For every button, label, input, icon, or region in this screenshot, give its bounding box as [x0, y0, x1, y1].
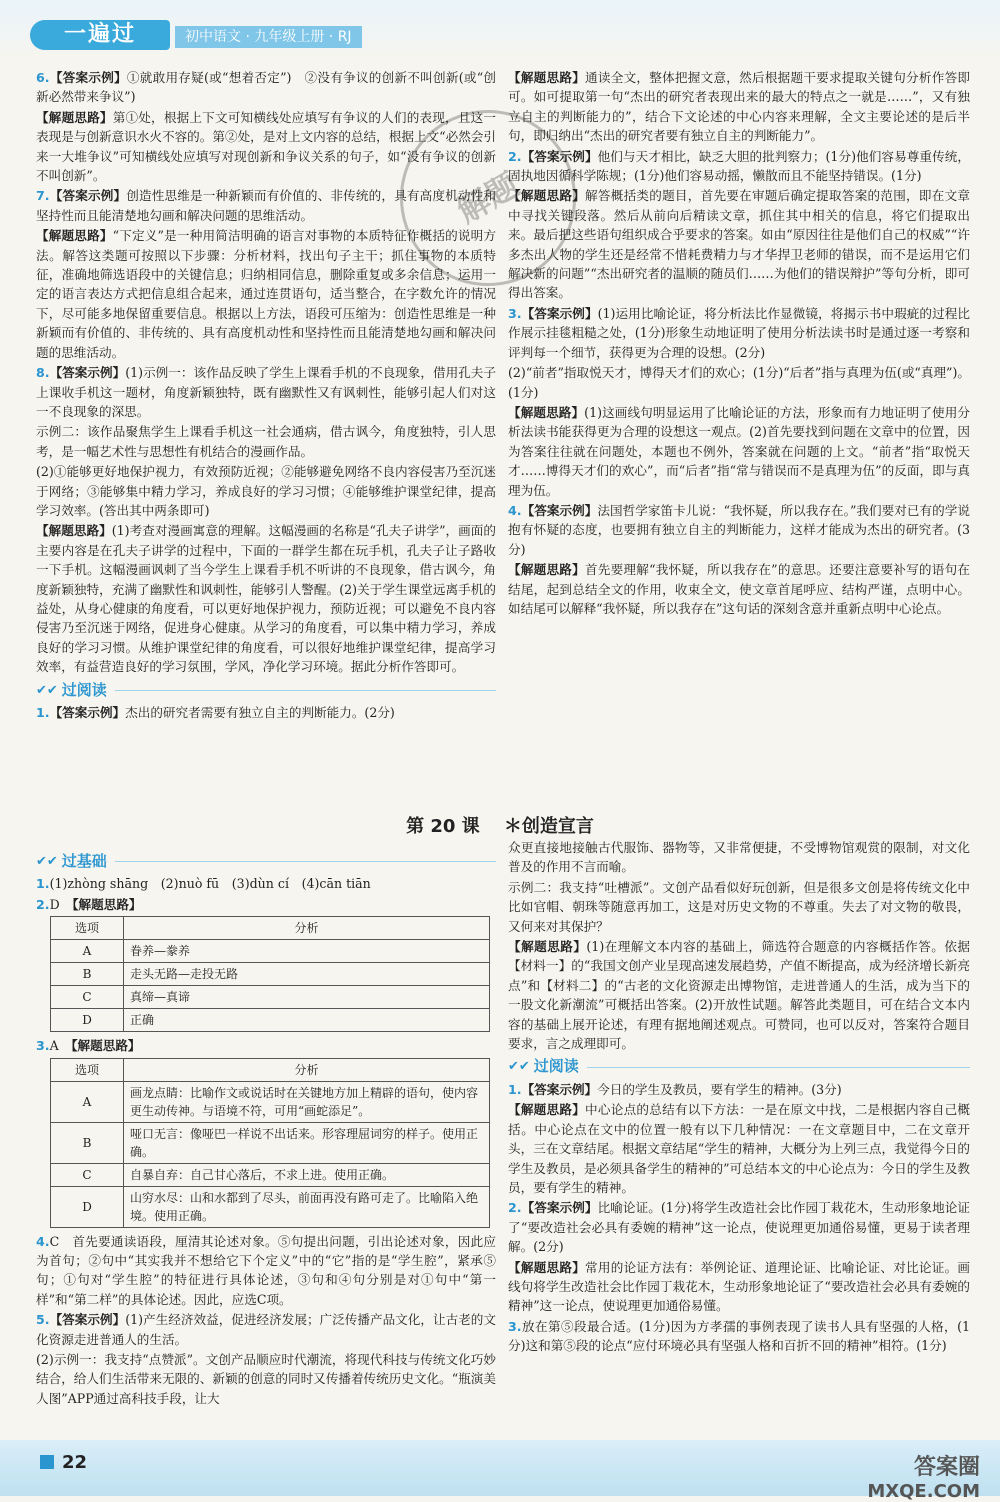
lesson-reading-q2: 2.【答案示例】比喻论证。(1分)将学生改造社会比作园丁栽花木，生动形象地论证了“要改造社会必具有委婉的精神”这一论点，使说理更加通俗易懂，更易于读者理解。(2分)	[508, 1200, 970, 1255]
section-rule	[115, 861, 496, 862]
brand-logo: 一遍过	[30, 20, 170, 50]
basics-q5-cont: 众更直接地接触古代服饰、器物等，又非常便捷，不受博物馆观赏的限制，对文化普及的作用不言而喻。	[508, 840, 970, 875]
basics-q5-ex2: 示例二：我支持“吐槽派”。文创产品看似好玩创新，但是很多文创是将传统文化中比如官帽、朝珠等随意再加工，这是对历史文物的不尊重。失去了对文物的敬畏，又何来对其保护？	[508, 879, 970, 934]
basics-q5-analysis: 【解题思路】(1)在理解文本内容的基础上，筛选符合题意的内容概括作答。依据【材料一】的“我国文创产业呈现高速发展趋势，产值不断提高，成为经济增长新亮点”和【材料二】的“古老的文化资源走出博物馆，走进普通人的生活，成为当下的一股文化新潮流”可概括出答案。(2)开放性试题。解答此类题目，可在结合文本内容的基础上展开论述，有理有据地阐述观点。可赞同，也可以反对，答案符合题目要求，言之成理即可。	[508, 939, 971, 1052]
reading-q3-answer: 3.【答案示例】(1)运用比喻论证，将分析法比作显微镜，将揭示书中瑕疵的过程比作展示挂毯粗糙之处，(1分)形象生动地证明了使用分析法读书时是通过逐一考察和评判每一个细节，获得更为合理的设想。(2分)	[508, 305, 970, 360]
q7-analysis: 【解题思路】“下定义”是一种用简洁明确的语言对事物的本质特征作概括的说明方法。解答这类题可按照以下步骤：分析材料，找出句子主干；抓住事物的本质特征，准确地筛选语段中的关键信息；归纳相同信息，删除重复或多余信息；运用一定的语言表达方式把信息组合起来，通过连贯语句，适当整合，在字数允许的情况下，尽可能多地保留重要信息。根据以上方法，语段可压缩为：创造性思维是一种新颖而有价值的、非传统的、具有高度机动性和坚持性而且能清楚地勾画和解决问题的思维活动。	[36, 228, 496, 360]
stamp-watermark: 解题	[368, 78, 608, 318]
basics-q2: 2.D 【解题思路】	[36, 896, 142, 912]
section-check-icon: ✔✔	[36, 682, 58, 698]
q8-answer-2: 示例二：该作品聚焦学生上课看手机这一社会通病，借古讽今，角度独特，引人思考，是一幅艺术性与思想性有机结合的漫画作品。	[36, 424, 496, 459]
page-marker	[40, 1455, 54, 1469]
reading-q3-analysis: 【解题思路】(1)这画线句明显运用了比喻论证的方法，形象而有力地证明了使用分析法读书能获得更为合理的设想这一观点。(2)首先要找到问题在文章中的位置，因为答案往往就在问题处，本题也不例外，答案就在问题的上文。“前者”指“取悦天才……博得天才们的欢心”，而“后者”指“常与错误而不是真理为伍”的反面，即与真理为伍。	[508, 404, 971, 498]
q8-analysis: 【解题思路】(1)考查对漫画寓意的理解。这幅漫画的名称是“孔夫子讲学”，画面的主要内容是在孔夫子讲学的过程中，下面的一群学生都在玩手机，孔夫子让子路收一下手机。这幅漫画讽刺了当今学生上课看手机不听讲的不良现象，借古讽今，角度新颖独特，充满了幽默性和讽刺性，能够引人警醒。(2)关于学生课堂远离手机的益处，从身心健康的角度看，可以更好地保护视力，预防近视；可以避免不良内容侵害乃至沉迷于网络，促进身心健康。从学习的角度看，可以集中精力学习，养成良好的学习习惯。从维护课堂纪律的角度看，可以很好地维护课堂纪律，提高学习效率，有益营造良好的学习氛围，学风，净化学习环境。据此分析作答即可。	[36, 523, 497, 675]
table-row: A 眷养—豢养	[51, 940, 490, 963]
section-check-icon: ✔✔	[508, 1059, 530, 1075]
lesson-reading-q1: 1.【答案示例】今日的学生及教员，要有学生的精神。(3分)	[508, 1081, 842, 1097]
lesson-reading-q3: 3.放在第⑤段最合适。(1分)因为方孝孺的事例表现了读书人具有坚强的人格，(1分)这和第⑤段的论点“应付环境必具有坚强人格和百折不回的精神”相符。(1分)	[508, 1318, 970, 1354]
page-footer	[0, 1440, 1000, 1496]
table-row: B 走头无路—走投无路	[51, 963, 490, 986]
q6-analysis: 【解题思路】第①处，根据上下文可知横线处应填写有争议的人们的表现，且这一表现是与创新意识水火不容的。第②处，是对上文内容的总结，根据上文“必然会引来一大堆争议”可知横线处应填写对现创新和争议关系的句子，如“没有争议的创新不叫创新”。	[36, 109, 497, 184]
table-header: 选项 分析	[51, 917, 490, 940]
section-rule	[587, 1067, 970, 1068]
basics-q3: 3.A 【解题思路】	[36, 1038, 141, 1054]
section-check-icon: ✔✔	[36, 854, 58, 869]
page-number: 22	[62, 1452, 88, 1473]
reading-q2-answer: 2.【答案示例】他们与天才相比，缺乏大胆的批判察力；(1分)他们容易尊重传统，固执地因循科学陈规；(1分)他们容易动摇，懒散而且不能坚持错误。(1分)	[508, 148, 970, 184]
table-row: A 画龙点睛：比喻作文或说话时在关键地方加上精辟的语句，使内容更生动传神。与语境不符，可用“画蛇添足”。	[51, 1081, 490, 1122]
section-rule	[115, 690, 496, 691]
table-row: B 哑口无言：像哑巴一样说不出话来。形容理屈词穷的样子。使用正确。	[51, 1122, 490, 1163]
table-row: C 真缔—真谛	[51, 986, 490, 1009]
page-header	[0, 0, 1000, 62]
reading-q4-answer: 4.【答案示例】法国哲学家笛卡儿说：“我怀疑，所以我存在。”我们要对已有的学说抱有怀疑的态度，也要拥有独立自主的判断能力，这样才能成为杰出的研究者。(3分)	[508, 502, 971, 557]
left-column	[36, 68, 496, 723]
reading-q1-analysis: 【解题思路】通读全文，整体把握文意，然后根据题干要求提取关键句分析作答即可。如可提取第一句“杰出的研究者表现出来的最大的特点之一就是……”，又有独立自主的判断能力的”，结合下文论述的中心内容来理解，全文主要论述的是后半句，即归纳出“杰出的研究者要有独立自主的判断能力”。	[508, 70, 971, 144]
basics-section-head: ✔✔ 过基础	[36, 852, 496, 871]
lesson-right-column	[508, 838, 970, 1357]
reading-q2-analysis: 【解题思路】解答概括类的题目，首先要在审题后确定提取答案的范围，即在文章中寻找关键段落。然后从前向后精读文章，抓住其中相关的信息，将它们提取出来。最后把这些语句组织成合乎要求的答案。如由“原因往往是他们自己的权威”“许多杰出人物的学生还是经常不惜耗费精力与才华捍卫老师的错误，而不是运用它们解决新的问题”“杰出研究者的温顺的随员们……为他们的错误辩护”等句分析，即可得出答案。	[508, 188, 971, 301]
table-row: C 自暴自弃：自己甘心落后，不求上进。使用正确。	[51, 1163, 490, 1186]
table-row: D 山穷水尽：山和水都到了尽头，前面再没有路可走了。比喻陷入绝境。使用正确。	[51, 1186, 490, 1227]
right-column	[508, 68, 970, 619]
reading-q1-answer: 1.【答案示例】杰出的研究者需要有独立自主的判断能力。(2分)	[36, 705, 395, 720]
reading-q3-answer-2: (2)“前者”指取悦天才，博得天才们的欢心；(1分)“后者”指与真理为伍(或“真理”)。(1分)	[508, 365, 970, 400]
q8-answer: 8.【答案示例】(1)示例一：该作品反映了学生上课看手机的不良现象，借用孔夫子上课收手机这一题材，角度新颖独特，既有幽默性又有讽刺性，能够引起人们对这一不良现象的深思。	[36, 365, 497, 419]
lesson-left-column	[36, 848, 496, 1409]
reading-section-head: ✔✔ 过阅读	[36, 681, 496, 700]
reading-q4-analysis: 【解题思路】首先要理解“我怀疑，所以我存在”的意思。还要注意要补写的语句在结尾，起到总结全文的作用，收束全文，使文章首尾呼应、结构严谨，点明中心。如结尾可以解释“我怀疑，所以我存在”这句话的深刻含意并重新点明中心论点。	[508, 562, 970, 616]
lesson-title: 第 20 课 ＊创造宣言	[406, 816, 594, 837]
subject-label: 初中语文 · 九年级上册 · RJ	[175, 26, 362, 48]
site-watermark: 答案圈 MXQE.COM	[867, 1455, 980, 1502]
table-header: 选项 分析	[51, 1058, 490, 1081]
lesson-reading-section-head: ✔✔ 过阅读	[508, 1057, 970, 1076]
q6-answer: 6.【答案示例】①就敢用存疑(或“想着否定”) ②没有争议的创新不叫创新(或“创新必然带来争议”)	[36, 70, 496, 105]
lesson-reading-q2-analysis: 【解题思路】常用的论证方法有：举例论证、道理论证、比喻论证、对比论证。画线句将学生改造社会比作园丁栽花木，生动形象地论证了“要改造社会必具有委婉的精神”这一论点，使说理更加通俗易懂。	[508, 1259, 971, 1314]
lesson-reading-q1-analysis: 【解题思路】中心论点的总结有以下方法：一是在原文中找，二是根据内容自己概括。中心论点在文中的位置一般有以下几种情况：一在文章题目中，二在文章开头，三在文章结尾。根据文章结尾“学生的精神，大概分为上列三点，我觉得今日的学生及教员，是必须具备学生的精神的”可总结本文的中心论点为：今日的学生及教员，要有学生的精神。	[508, 1102, 971, 1195]
basics-q1: 1.(1)zhòng shāng (2)nuò fū (3)dùn cí (4)cān tiān	[36, 876, 371, 892]
basics-q5-2: (2)示例一：我支持“点赞派”。文创产品顺应时代潮流，将现代科技与传统文化巧妙结合，给人们生活带来无限的、新颖的创意的同时又传播着传统历史文化。“瓶演美人图”APP通过高科技手段，让大	[36, 1352, 496, 1406]
table-row: D 正确	[51, 1009, 490, 1032]
q8-answer-3: (2)①能够更好地保护视力，有效预防近视；②能够避免网络不良内容侵害乃至沉迷于网络；③能够集中精力学习，养成良好的学习习惯；④能够维护课堂纪律，提高学习效率。(答出其中两条即可)	[36, 464, 496, 518]
basics-q4: 4.C 首先要通读语段，厘清其论述对象。⑤句提出问题，引出论述对象，因此应为首句；②句中“其实我并不想给它下个定义”中的“它”指的是“学生腔”，紧承⑤句；①句对“学生腔”的特征进行具体论述，③句和④句分别是对①句中“第一样”和“第二样”的具体论述。因此，应选C项。	[36, 1233, 497, 1307]
q3-table	[50, 1058, 490, 1228]
q2-table	[50, 916, 490, 1032]
basics-q5: 5.【答案示例】(1)产生经济效益，促进经济发展；广泛传播产品文化，让古老的文化资源走进普通人的生活。	[36, 1312, 497, 1347]
q7-answer: 7.【答案示例】创造性思维是一种新颖而有价值的、非传统的，具有高度机动性和坚持性而且能清楚地勾画和解决问题的思维活动。	[36, 188, 497, 223]
